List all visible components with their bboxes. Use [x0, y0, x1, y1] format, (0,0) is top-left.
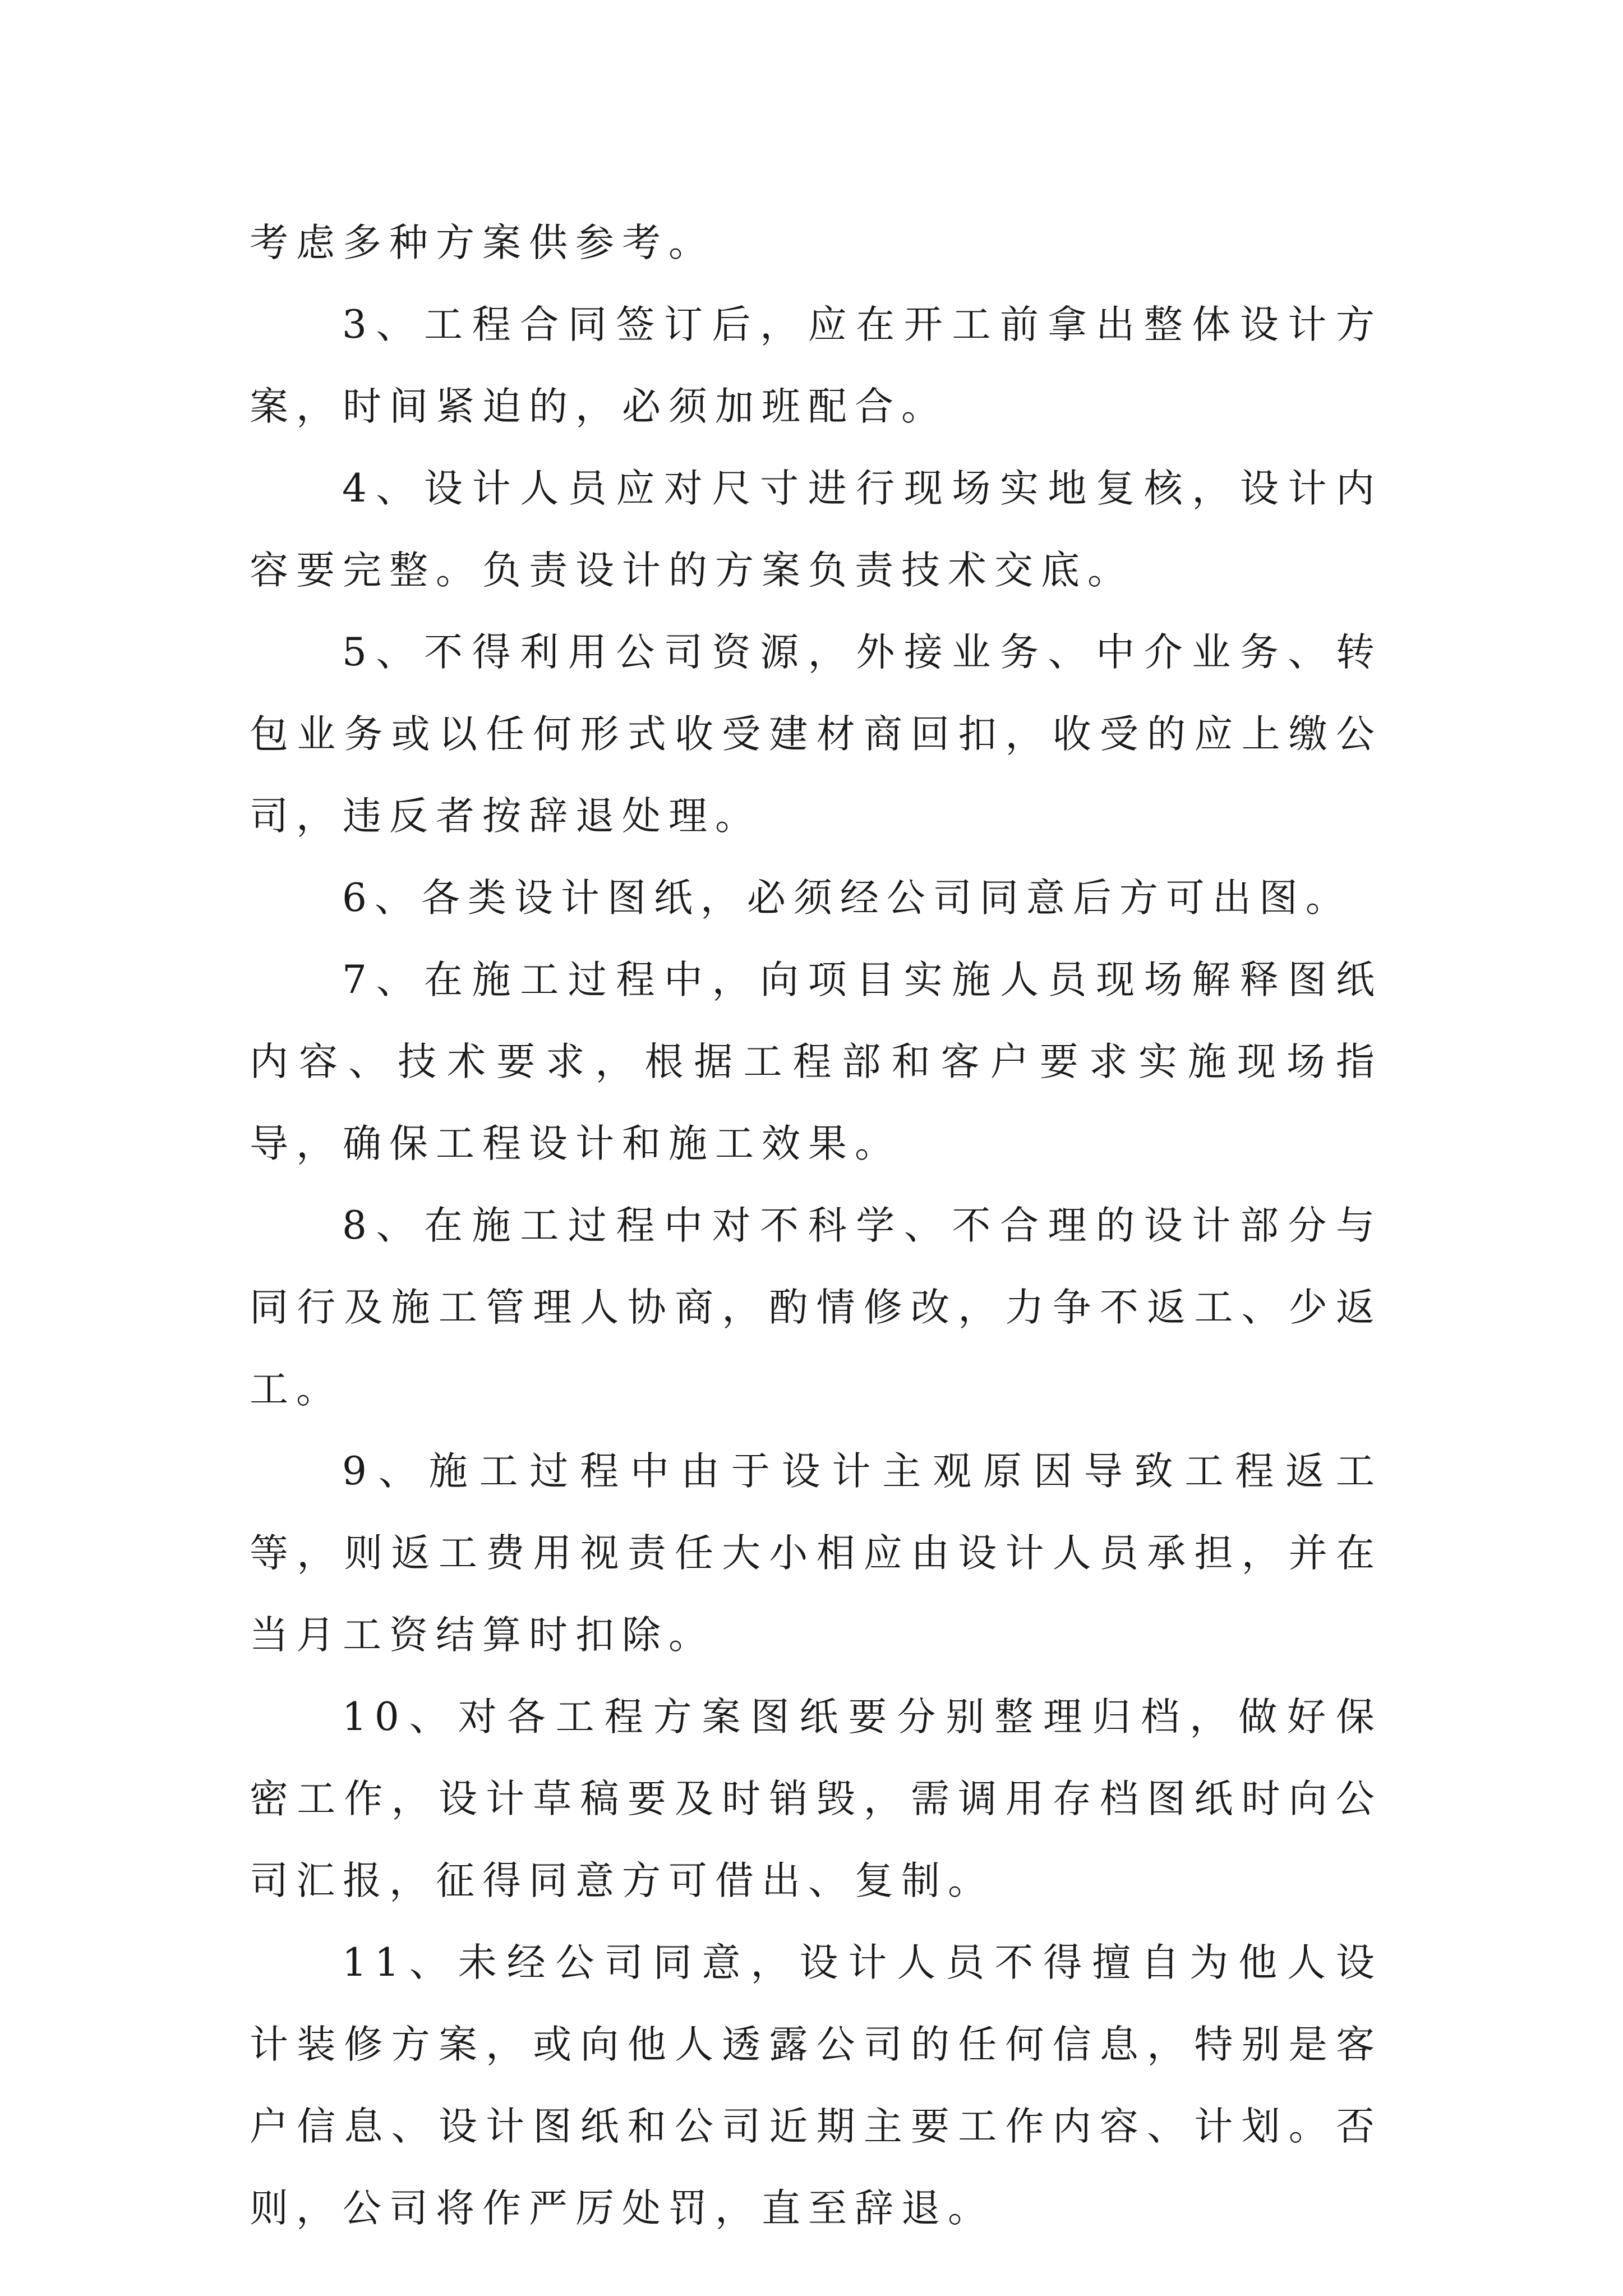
- paragraph-item-7: 7、在施工过程中，向项目实施人员现场解释图纸内容、技术要求，根据工程部和客户要求实施现场指导，确保工程设计和施工效果。: [250, 958, 1382, 1166]
- paragraph-item-9: 9、施工过程中由于设计主观原因导致工程返工等，则返工费用视责任大小相应由设计人员承担，并在当月工资结算时扣除。: [250, 1449, 1382, 1658]
- paragraph-item-8: 8、在施工过程中对不科学、不合理的设计部分与同行及施工管理人协商，酌情修改，力争不返工、少返工。: [250, 1203, 1382, 1412]
- paragraph-continuation: 考虑多种方案供参考。: [250, 220, 715, 265]
- paragraph-item-5: 5、不得利用公司资源，外接业务、中介业务、转包业务或以任何形式收受建材商回扣，收受的应上缴公司，违反者按辞退处理。: [250, 630, 1382, 839]
- paragraph-item-4: 4、设计人员应对尺寸进行现场实地复核，设计内容要完整。负责设计的方案负责技术交底。: [250, 466, 1382, 593]
- paragraph-item-3: 3、工程合同签订后，应在开工前拿出整体设计方案，时间紧迫的，必须加班配合。: [250, 302, 1382, 429]
- document-page: [250, 202, 1382, 2249]
- paragraph-item-6: 6、各类设计图纸，必须经公司同意后方可出图。: [342, 876, 1352, 921]
- paragraph-item-10: 10、对各工程方案图纸要分别整理归档，做好保密工作，设计草稿要及时销毁，需调用存档图纸时向公司汇报，征得同意方可借出、复制。: [250, 1695, 1382, 1903]
- paragraph-item-11: 11、未经公司同意，设计人员不得擅自为他人设计装修方案，或向他人透露公司的任何信息，特别是客户信息、设计图纸和公司近期主要工作内容、计划。否则，公司将作严厉处罚，直至辞退。: [250, 1940, 1382, 2231]
